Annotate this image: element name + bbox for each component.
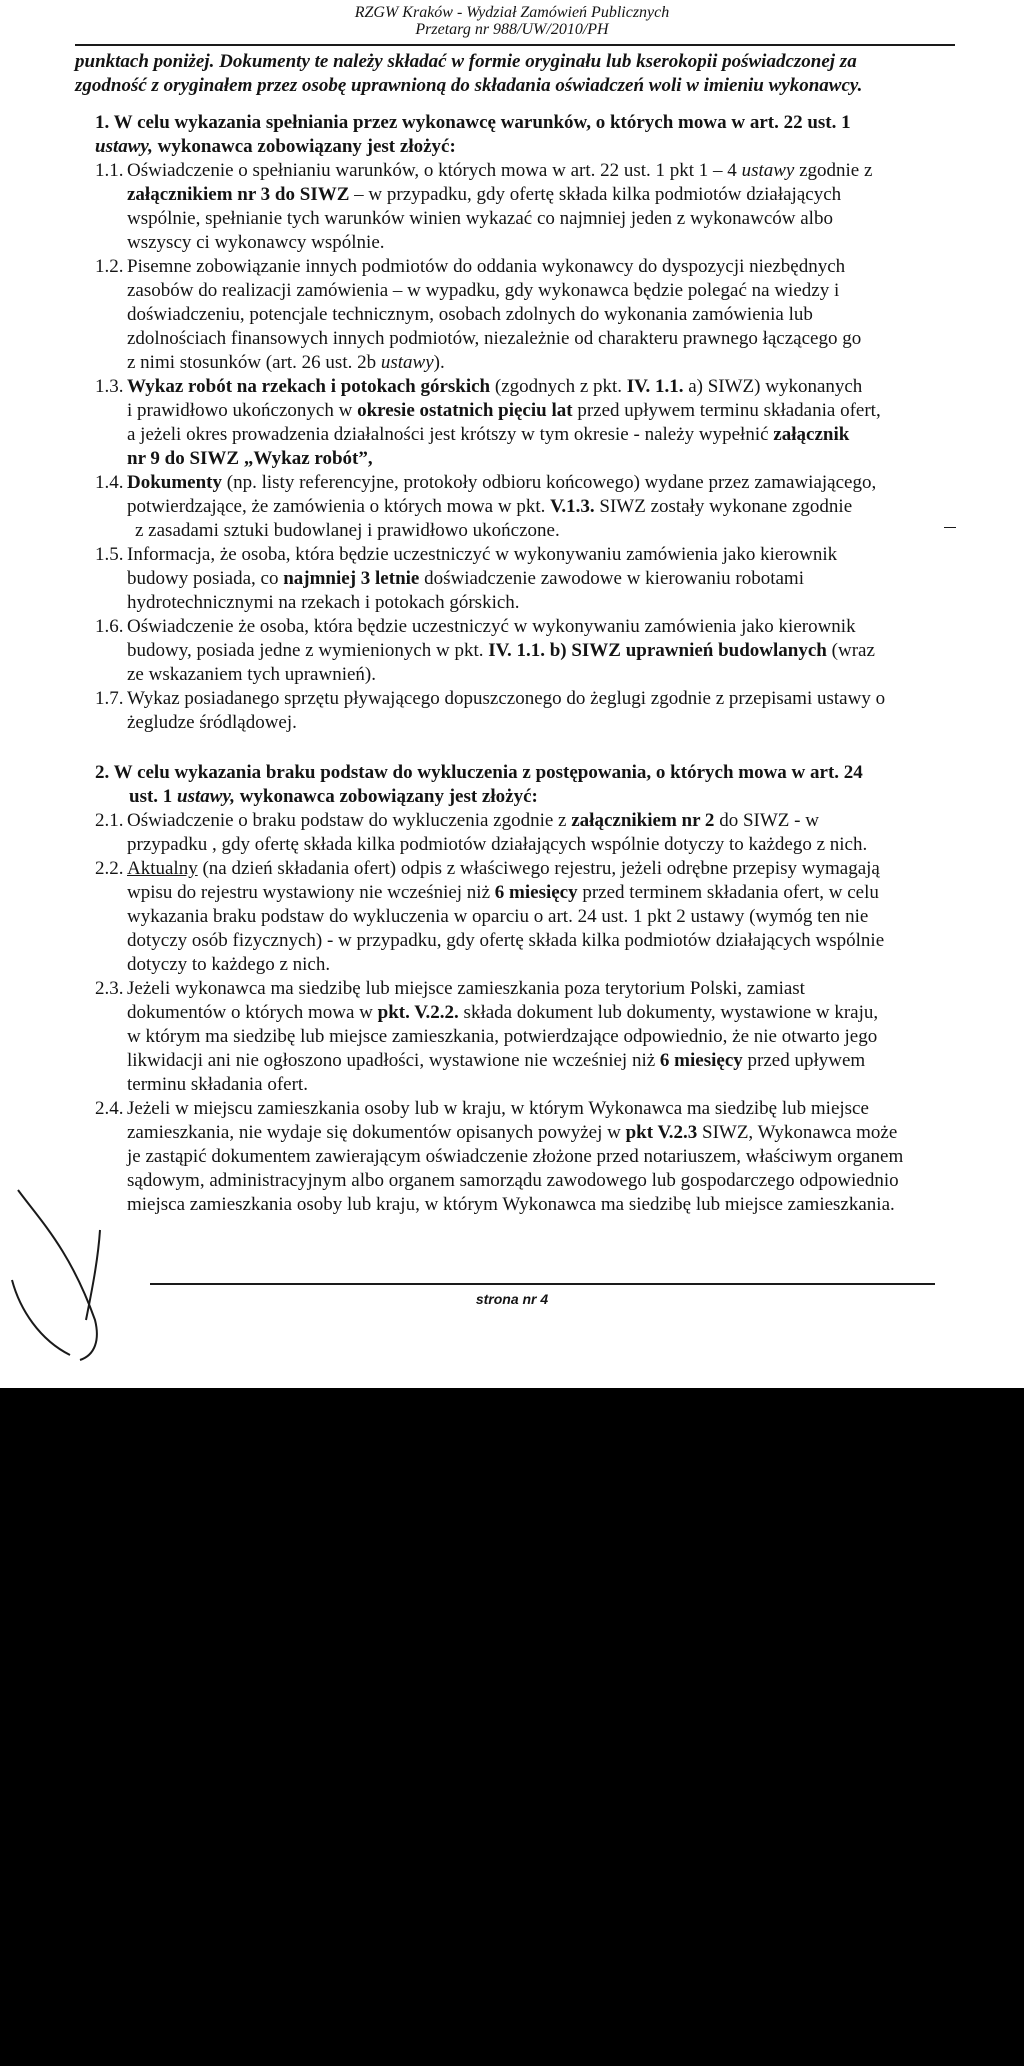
item-text: Jeżeli wykonawca ma siedzibę lub miejsce zamieszkania poza terytorium Polski, zamiast dokumentów o których mowa w pkt. V.2.2. składa dokument lub dokumenty, wystawione w kraju, w którym ma siedzibę lub miejsce zamieszkania, potwierdzające odpowiednio, że nie otwarto jego likwidacji ani nie ogłoszono upadłości, wystawione nie wcześniej niż 6 miesięcy przed upływem terminu składania ofert. (127, 978, 879, 1095)
item-text: Wykaz robót na rzekach i potokach górskich (zgodnych z pkt. IV. 1.1. a) SIWZ) wykonanych i prawidłowo ukończonych w okresie ostatnich pięciu lat przed upływem terminu składania ofert, a jeżeli okres prowadzenia działalności jest krótszy w tym okresie - należy wypełnić załącznik nr 9 do SIWZ „Wykaz robót”, (127, 376, 881, 469)
item-number: 1.5. (95, 544, 124, 565)
intro-line: zgodność z oryginałem przez osobę uprawnioną do składania oświadczeń woli w imieniu wykonawcy. (75, 75, 863, 96)
item-text: Jeżeli w miejscu zamieszkania osoby lub w kraju, w którym Wykonawca ma siedzibę lub miejsce zamieszkania, nie wydaje się dokumentów opisanych powyżej w pkt V.2.3 SIWZ, Wykonawca może je zastąpić dokumentem zawierającym oświadczenie złożone przed notariuszem, właściwym organem sądowym, administracyjnym albo organem samorządu zawodowego lub gospodarczego odpowiednio miejsca zamieszkania osoby lub kraju, w którym Wykonawca ma siedzibę lub miejsce zamieszkania. (127, 1098, 904, 1215)
header-institution: RZGW Kraków - Wydział Zamówień Publicznych (354, 4, 670, 21)
section-heading-line: 1. W celu wykazania spełniania przez wykonawcę warunków, o których mowa w art. 22 ust. 1 (95, 112, 851, 133)
item-number: 1.1. (95, 160, 124, 181)
item-text: Oświadczenie o braku podstaw do wykluczenia zgodnie z załącznikiem nr 2 do SIWZ - w przypadku , gdy ofertę składa kilka podmiotów działających wspólnie dotyczy to każdego z nich. (127, 810, 868, 855)
item-number: 2.2. (95, 858, 124, 879)
item-text: Wykaz posiadanego sprzętu pływającego dopuszczonego do żeglugi zgodnie z przepisami ustawy o żegludze śródlądowej. (127, 688, 886, 733)
item-text: Informacja, że osoba, która będzie uczestniczyć w wykonywaniu zamówienia jako kierownik budowy posiada, co najmniej 3 letnie doświadczenie zawodowe w kierowaniu robotami hydrotechnicznymi na rzekach i potokach górskich. (127, 544, 838, 613)
item-number: 2.3. (95, 978, 124, 999)
intro-paragraph (75, 50, 955, 98)
intro-line: punktach poniżej. Dokumenty te należy składać w formie oryginału lub kserokopii poświadczonej za (75, 51, 857, 72)
item-number: 2.4. (95, 1098, 124, 1119)
section-2-heading (95, 761, 955, 809)
section-heading-line: ust. 1 ustawy, wykonawca zobowiązany jest złożyć: (129, 786, 538, 807)
item-number: 1.6. (95, 616, 124, 637)
item-number: 1.2. (95, 256, 124, 277)
header-divider (75, 44, 955, 46)
header-tender-number: Przetarg nr 988/UW/2010/PH (415, 21, 609, 38)
footer-divider (150, 1283, 935, 1285)
item-number: 1.3. (95, 376, 124, 397)
section-1-heading (95, 111, 955, 159)
item-text: Pisemne zobowiązanie innych podmiotów do oddania wykonawcy do dyspozycji niezbędnych zasobów do realizacji zamówienia – w wypadku, gdy wykonawca będzie polegać na wiedzy i doświadczeniu, potencjale technicznym, osobach zdolnych do wykonania zamówienia lub zdolnościach finansowych innych podmiotów, niezależnie od charakteru prawnego łączącego go z nimi stosunków (art. 26 ust. 2b ustawy). (127, 256, 862, 373)
item-text: Oświadczenie że osoba, która będzie uczestniczyć w wykonywaniu zamówienia jako kierownik budowy, posiada jedne z wymienionych w pkt. IV. 1.1. b) SIWZ uprawnień budowlanych (wraz ze wskazaniem tych uprawnień). (127, 616, 875, 685)
section-heading-line: 2. W celu wykazania braku podstaw do wykluczenia z postępowania, o których mowa w art. 24 (95, 762, 863, 783)
margin-dash-mark (944, 527, 956, 528)
handwritten-signature (0, 1180, 140, 1380)
item-text: Oświadczenie o spełnianiu warunków, o których mowa w art. 22 ust. 1 pkt 1 – 4 ustawy zgodnie z załącznikiem nr 3 do SIWZ – w przypadku, gdy ofertę składa kilka podmiotów działających wspólnie, spełnianie tych warunków winien wykazać co najmniej jeden z wykonawców albo wszyscy ci wykonawcy wspólnie. (127, 160, 873, 253)
page-number: strona nr 4 (475, 1291, 549, 1307)
item-number: 2.1. (95, 810, 124, 831)
item-number: 1.7. (95, 688, 124, 709)
section-heading-line: ustawy, wykonawca zobowiązany jest złożyć: (95, 136, 456, 157)
item-text: Dokumenty (np. listy referencyjne, protokoły odbioru końcowego) wydane przez zamawiającego, potwierdzające, że zamówienia o których mowa w pkt. V.1.3. SIWZ zostały wykonane zgodnie z zasadami sztuki budowlanej i prawidłowo ukończone. (127, 472, 877, 541)
item-number: 1.4. (95, 472, 124, 493)
item-text: Aktualny (na dzień składania ofert) odpis z właściwego rejestru, jeżeli odrębne przepisy wymagają wpisu do rejestru wystawiony nie wcześniej niż 6 miesięcy przed terminem składania ofert, w celu wykazania braku podstaw do wykluczenia w oparciu o art. 24 ust. 1 pkt 2 ustawy (wymóg ten nie dotyczy osób fizycznych) - w przypadku, gdy ofertę składa kilka podmiotów działających wspólnie dotyczy to każdego z nich. (127, 858, 885, 975)
